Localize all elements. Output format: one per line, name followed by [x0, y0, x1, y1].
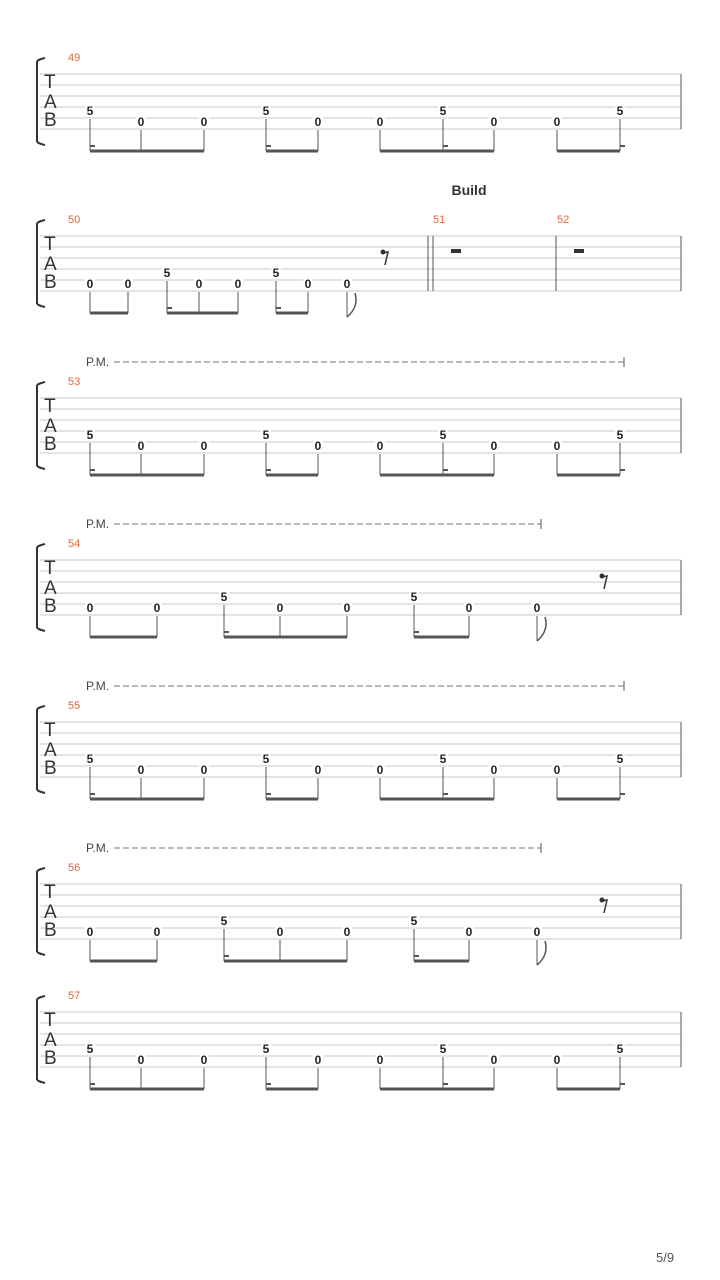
- fret-number: 0: [200, 439, 208, 453]
- palm-mute-label: P.M.: [86, 679, 110, 693]
- fret-number: 0: [490, 439, 498, 453]
- fret-number: 0: [153, 601, 161, 615]
- bracket-top-hook: [37, 382, 45, 385]
- bracket-bottom-hook: [37, 790, 45, 793]
- fret-number: 0: [137, 763, 145, 777]
- fret-number: 0: [137, 439, 145, 453]
- tab-clef-t: T: [44, 720, 56, 741]
- fret-number: 0: [465, 601, 473, 615]
- fret-number: 0: [553, 115, 561, 129]
- measure-number: 51: [433, 214, 446, 226]
- tab-clef-t: T: [44, 72, 56, 93]
- fret-number: 0: [200, 115, 208, 129]
- bracket-bottom-hook: [37, 466, 45, 469]
- fret-number: 0: [343, 601, 351, 615]
- fret-number: 0: [343, 277, 351, 291]
- tab-clef-b: B: [44, 272, 57, 293]
- tab-clef-a: A: [44, 92, 57, 113]
- fret-number: 5: [86, 752, 94, 766]
- fret-number: 0: [553, 763, 561, 777]
- tab-clef-t: T: [44, 1010, 56, 1031]
- measure-number: 57: [68, 990, 81, 1002]
- fret-number: 0: [137, 115, 145, 129]
- fret-number: 0: [553, 1053, 561, 1067]
- fret-number: 0: [86, 925, 94, 939]
- measure-number: 52: [557, 214, 570, 226]
- fret-number: 0: [276, 601, 284, 615]
- fret-number: 5: [410, 590, 418, 604]
- tab-clef-t: T: [44, 882, 56, 903]
- fret-number: 0: [490, 115, 498, 129]
- measure-number: 54: [68, 538, 81, 550]
- measure-number: 50: [68, 214, 81, 226]
- bracket-top-hook: [37, 706, 45, 709]
- fret-number: 0: [376, 1053, 384, 1067]
- fret-number: 5: [220, 914, 228, 928]
- fret-number: 0: [553, 439, 561, 453]
- fret-number: 0: [124, 277, 132, 291]
- palm-mute-label: P.M.: [86, 841, 110, 855]
- tab-clef-b: B: [44, 434, 57, 455]
- tab-clef-t: T: [44, 234, 56, 255]
- note-flag: [347, 293, 356, 317]
- fret-number: 0: [137, 1053, 145, 1067]
- fret-number: 0: [376, 115, 384, 129]
- fret-number: 5: [616, 1042, 624, 1056]
- measure-number: 49: [68, 52, 81, 64]
- fret-number: 0: [376, 439, 384, 453]
- fret-number: 5: [262, 104, 270, 118]
- fret-number: 5: [86, 428, 94, 442]
- fret-number: 0: [533, 925, 541, 939]
- palm-mute-label: P.M.: [86, 517, 110, 531]
- fret-number: 5: [439, 428, 447, 442]
- fret-number: 5: [272, 266, 280, 280]
- tab-clef-b: B: [44, 920, 57, 941]
- fret-number: 0: [376, 763, 384, 777]
- measure-number: 53: [68, 376, 81, 388]
- bracket-bottom-hook: [37, 1080, 45, 1083]
- page-number: 5/9: [656, 1250, 675, 1265]
- fret-number: 5: [262, 428, 270, 442]
- bracket-bottom-hook: [37, 952, 45, 955]
- measure-number: 56: [68, 862, 81, 874]
- fret-number: 0: [465, 925, 473, 939]
- fret-number: 5: [86, 104, 94, 118]
- fret-number: 0: [86, 601, 94, 615]
- bracket-top-hook: [37, 58, 45, 61]
- note-flag: [537, 941, 546, 965]
- fret-number: 0: [490, 763, 498, 777]
- tab-clef-t: T: [44, 558, 56, 579]
- fret-number: 0: [314, 439, 322, 453]
- fret-number: 0: [200, 1053, 208, 1067]
- fret-number: 0: [533, 601, 541, 615]
- fret-number: 5: [410, 914, 418, 928]
- bracket-top-hook: [37, 868, 45, 871]
- bracket-top-hook: [37, 996, 45, 999]
- fret-number: 0: [314, 763, 322, 777]
- fret-number: 0: [234, 277, 242, 291]
- fret-number: 0: [314, 115, 322, 129]
- bracket-top-hook: [37, 220, 45, 223]
- bracket-bottom-hook: [37, 142, 45, 145]
- tab-clef-b: B: [44, 758, 57, 779]
- fret-number: 5: [262, 752, 270, 766]
- tab-clef-b: B: [44, 110, 57, 131]
- section-marker: Build: [451, 182, 487, 198]
- tab-clef-a: A: [44, 254, 57, 275]
- fret-number: 5: [439, 104, 447, 118]
- fret-number: 0: [153, 925, 161, 939]
- fret-number: 5: [262, 1042, 270, 1056]
- fret-number: 5: [86, 1042, 94, 1056]
- fret-number: 0: [343, 925, 351, 939]
- tab-clef-a: A: [44, 578, 57, 599]
- measure-number: 55: [68, 700, 81, 712]
- tab-clef-b: B: [44, 1048, 57, 1069]
- bracket-top-hook: [37, 544, 45, 547]
- fret-number: 5: [616, 752, 624, 766]
- fret-number: 0: [86, 277, 94, 291]
- fret-number: 0: [200, 763, 208, 777]
- fret-number: 0: [490, 1053, 498, 1067]
- half-rest: [574, 249, 584, 253]
- fret-number: 5: [616, 104, 624, 118]
- tab-clef-a: A: [44, 740, 57, 761]
- tab-clef-t: T: [44, 396, 56, 417]
- note-flag: [537, 617, 546, 641]
- fret-number: 0: [276, 925, 284, 939]
- tab-clef-b: B: [44, 596, 57, 617]
- bracket-bottom-hook: [37, 628, 45, 631]
- fret-number: 0: [314, 1053, 322, 1067]
- fret-number: 0: [304, 277, 312, 291]
- fret-number: 5: [163, 266, 171, 280]
- bracket-bottom-hook: [37, 304, 45, 307]
- fret-number: 5: [439, 1042, 447, 1056]
- fret-number: 0: [195, 277, 203, 291]
- fret-number: 5: [220, 590, 228, 604]
- fret-number: 5: [616, 428, 624, 442]
- palm-mute-label: P.M.: [86, 355, 110, 369]
- tab-clef-a: A: [44, 416, 57, 437]
- fret-number: 5: [439, 752, 447, 766]
- tab-clef-a: A: [44, 1030, 57, 1051]
- half-rest: [451, 249, 461, 253]
- tab-clef-a: A: [44, 902, 57, 923]
